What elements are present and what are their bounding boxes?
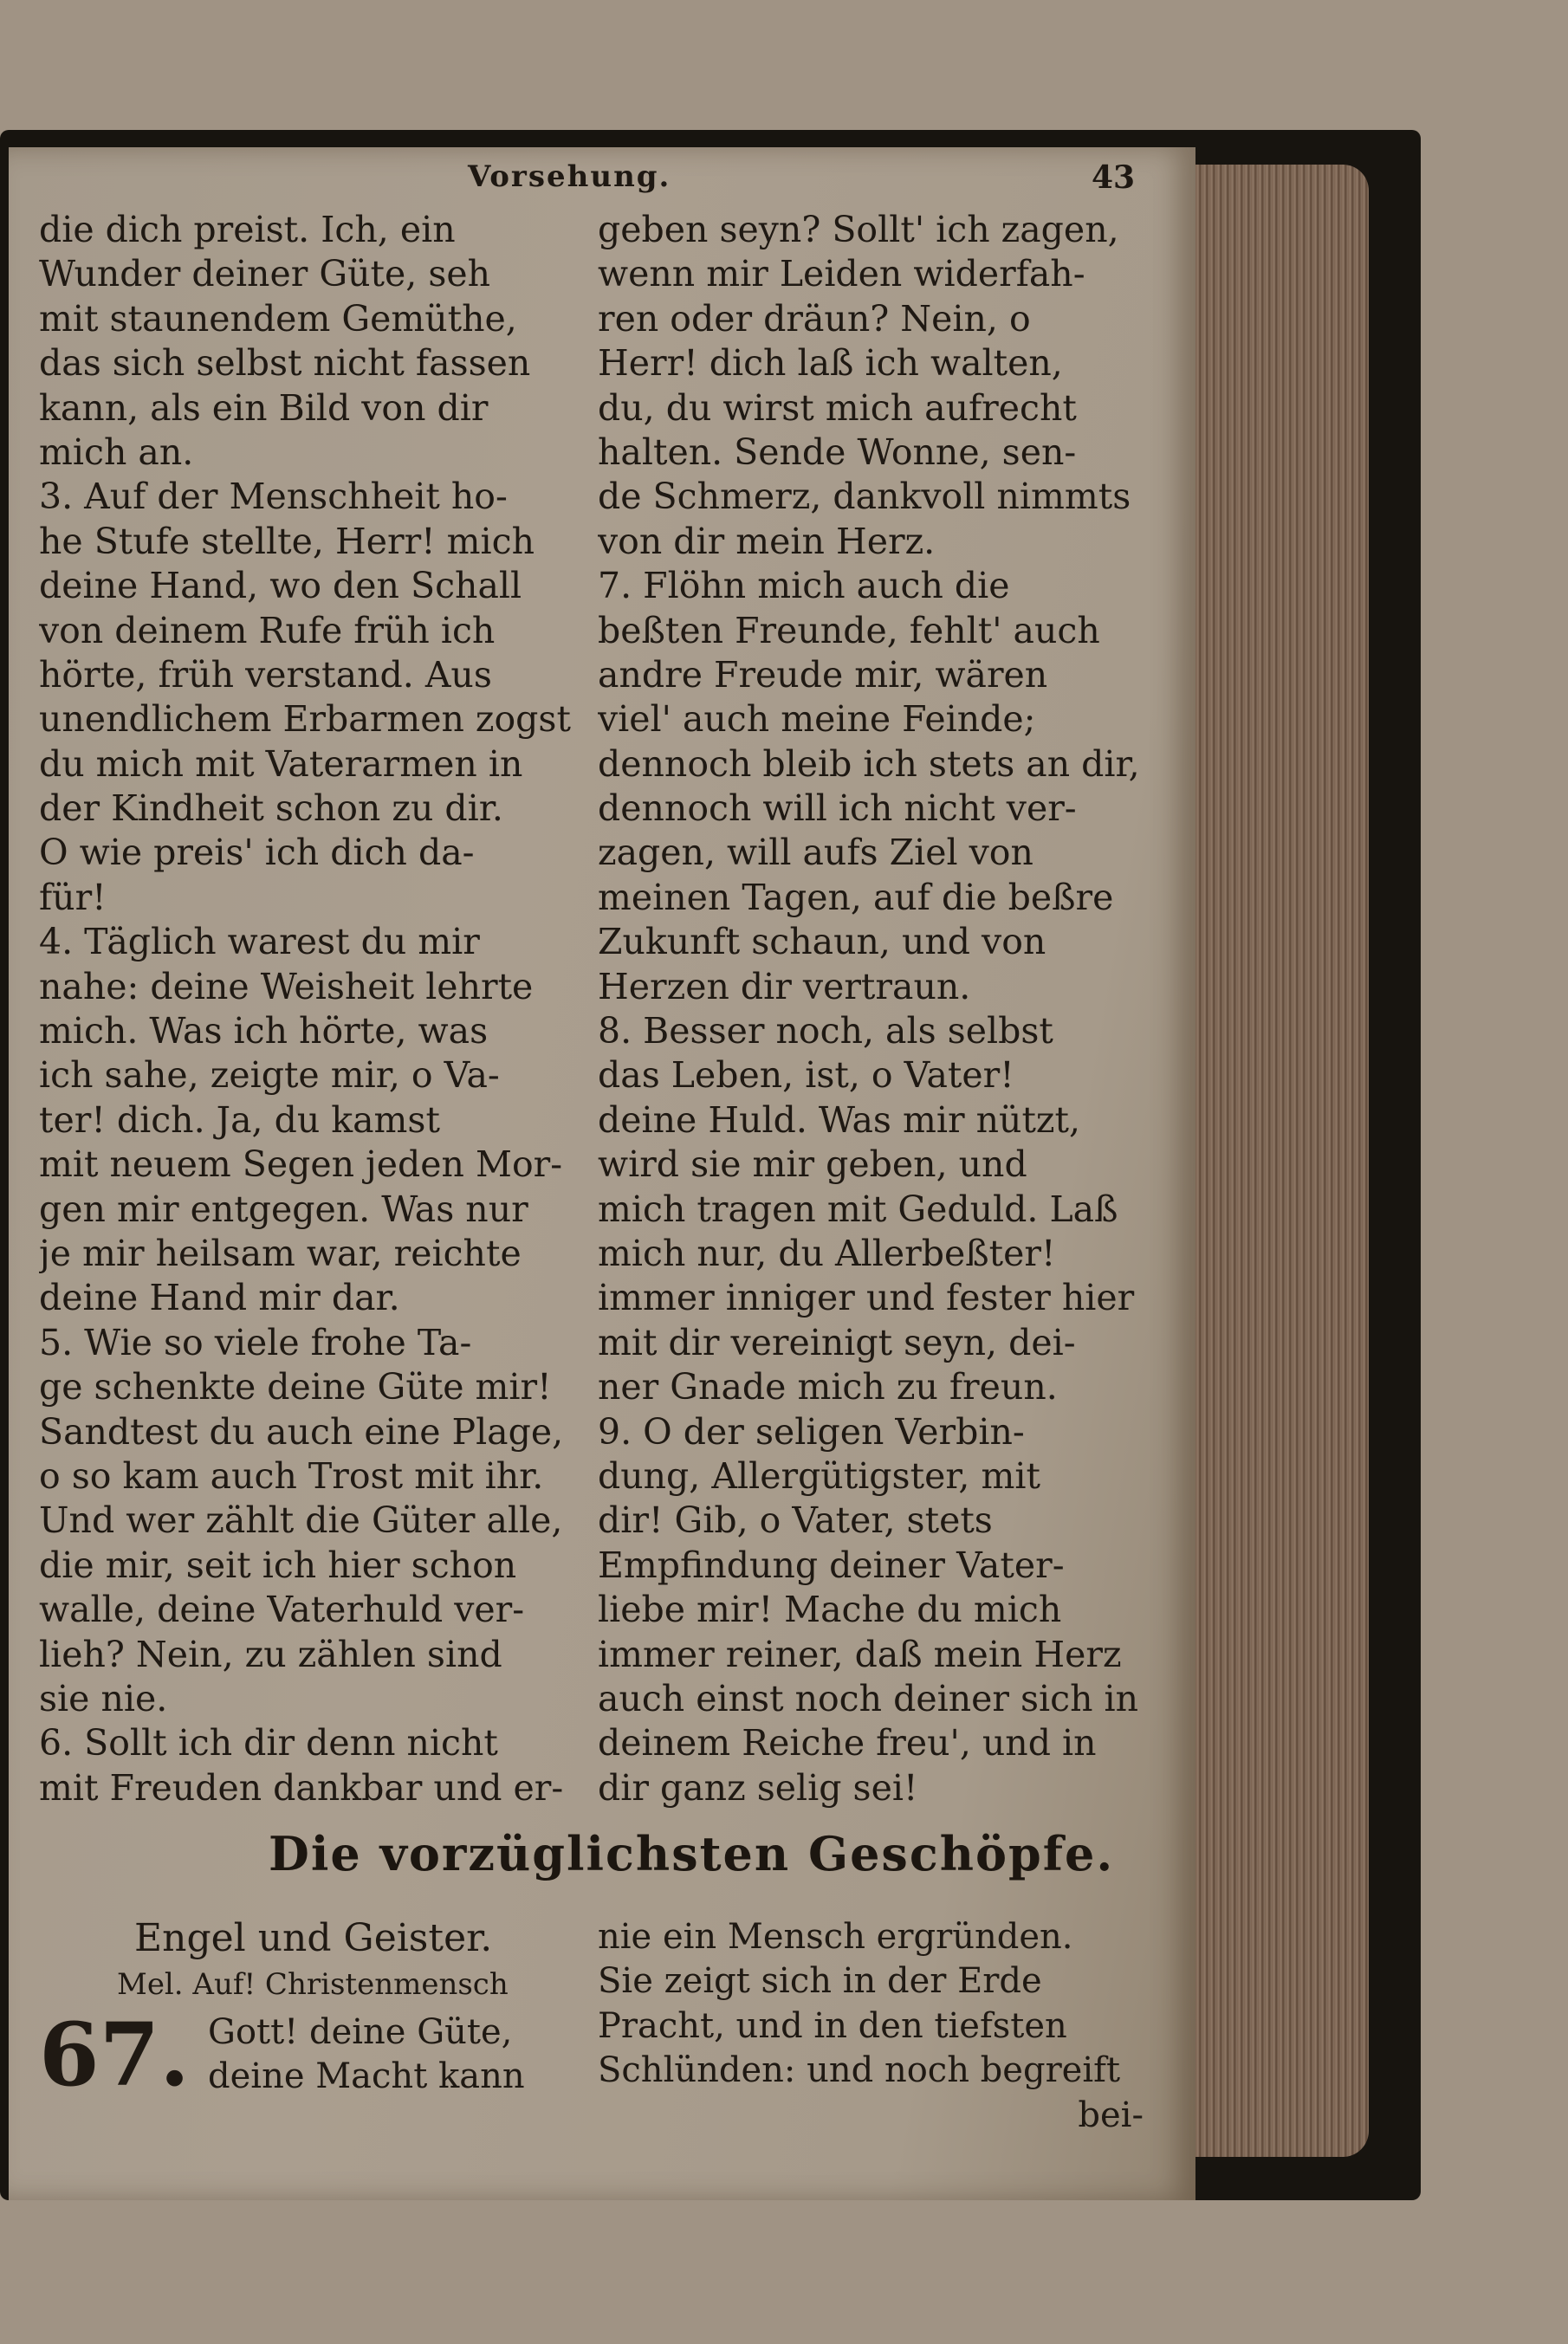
- text-line: lieh? Nein, zu zählen sind: [39, 1633, 502, 1675]
- text-line: ich sahe, zeigte mir, o Va-: [39, 1054, 500, 1097]
- text-line: deine Hand mir dar.: [39, 1277, 400, 1319]
- text-line: das Leben, ist, o Vater!: [598, 1054, 1014, 1097]
- catchword: bei-: [1078, 2095, 1144, 2135]
- hymn-right-column: [598, 1914, 1152, 2137]
- text-line: beßten Freunde, fehlt' auch: [598, 609, 1100, 651]
- text-line: deinem Reiche freu', und in: [598, 1722, 1097, 1764]
- hymn-line: Sie zeigt sich in der Erde: [598, 1961, 1042, 2002]
- text-line: O wie preis' ich dich da-: [39, 832, 475, 874]
- text-line: andre Freude mir, wären: [598, 653, 1048, 696]
- running-head: Vorsehung.: [468, 159, 671, 194]
- text-line: kann, als ein Bild von dir: [39, 386, 489, 429]
- hymn-line: nie ein Mensch ergründen.: [598, 1917, 1073, 1957]
- hymn-title: Engel und Geister.: [134, 1916, 493, 1960]
- text-line: 4. Täglich warest du mir: [39, 921, 480, 963]
- text-line: von deinem Rufe früh ich: [39, 609, 496, 651]
- text-line: ner Gnade mich zu freun.: [598, 1366, 1058, 1408]
- text-line: der Kindheit schon zu dir.: [39, 787, 503, 830]
- text-line: 6. Sollt ich dir denn nicht: [39, 1722, 498, 1764]
- text-line: walle, deine Vaterhuld ver-: [39, 1589, 525, 1631]
- text-line: halten. Sende Wonne, sen-: [598, 431, 1077, 473]
- text-line: nahe: deine Weisheit lehrte: [39, 965, 534, 1007]
- text-line: mich. Was ich hörte, was: [39, 1010, 489, 1052]
- text-line: mich nur, du Allerbeßter!: [598, 1232, 1056, 1274]
- text-line: gen mir entgegen. Was nur: [39, 1188, 528, 1230]
- text-line: dung, Allergütigster, mit: [598, 1454, 1040, 1497]
- text-line: Herzen dir vertraun.: [598, 965, 971, 1007]
- text-line: meinen Tagen, auf die beßre: [598, 876, 1114, 918]
- text-line: dir ganz selig sei!: [598, 1766, 918, 1809]
- hymn-line: Gott! deine Güte,: [208, 2012, 513, 2052]
- hymn-line: Schlünden: und noch begreift: [598, 2050, 1121, 2091]
- text-line: geben seyn? Sollt' ich zagen,: [598, 209, 1119, 250]
- text-line: liebe mir! Mache du mich: [598, 1589, 1062, 1631]
- text-line: ter! dich. Ja, du kamst: [39, 1098, 440, 1141]
- text-line: das sich selbst nicht fassen: [39, 342, 531, 385]
- text-line: je mir heilsam war, reichte: [39, 1232, 522, 1274]
- hymn-line: deine Macht kann: [208, 2056, 525, 2097]
- text-line: mit neuem Segen jeden Mor-: [39, 1143, 563, 1186]
- book-page: [9, 147, 1195, 2200]
- text-line: mit Freuden dankbar und er-: [39, 1766, 564, 1809]
- text-line: he Stufe stellte, Herr! mich: [39, 520, 535, 562]
- text-line: mich tragen mit Geduld. Laß: [598, 1188, 1118, 1230]
- hymn-melody: Mel. Auf! Christenmensch: [117, 1967, 509, 2002]
- text-line: ge schenkte deine Güte mir!: [39, 1366, 552, 1408]
- text-line: mich an.: [39, 431, 194, 473]
- hymn-opening-lines: [208, 2010, 525, 2099]
- text-line: ren oder dräun? Nein, o: [598, 297, 1031, 340]
- text-line: hörte, früh verstand. Aus: [39, 653, 492, 696]
- text-line: mit staunendem Gemüthe,: [39, 297, 517, 340]
- text-line: 9. O der seligen Verbin-: [598, 1410, 1025, 1453]
- text-line: 7. Flöhn mich auch die: [598, 565, 1010, 607]
- text-line: Und wer zählt die Güter alle,: [39, 1499, 563, 1542]
- text-line: 5. Wie so viele frohe Ta-: [39, 1321, 472, 1363]
- text-line: 8. Besser noch, als selbst: [598, 1010, 1053, 1052]
- text-line: dennoch will ich nicht ver-: [598, 787, 1077, 830]
- text-line: Sandtest du auch eine Plage,: [39, 1410, 564, 1453]
- text-line: Zukunft schaun, und von: [598, 921, 1046, 963]
- text-line: 3. Auf der Menschheit ho-: [39, 476, 508, 518]
- hymn-number: 67.: [39, 2004, 190, 2106]
- text-line: unendlichem Erbarmen zogst: [39, 698, 571, 741]
- text-line: dennoch bleib ich stets an dir,: [598, 742, 1140, 785]
- text-line: du mich mit Vaterarmen in: [39, 742, 523, 785]
- text-line: immer reiner, daß mein Herz: [598, 1633, 1122, 1675]
- text-line: zagen, will aufs Ziel von: [598, 832, 1033, 874]
- section-title: Die vorzüglichsten Geschöpfe.: [269, 1826, 1115, 1881]
- text-line: mit dir vereinigt seyn, dei-: [598, 1321, 1076, 1363]
- text-line: wird sie mir geben, und: [598, 1143, 1027, 1186]
- text-line: Empfindung deiner Vater-: [598, 1544, 1065, 1586]
- text-line: immer inniger und fester hier: [598, 1277, 1135, 1319]
- text-line: o so kam auch Trost mit ihr.: [39, 1454, 544, 1497]
- text-line: Herr! dich laß ich walten,: [598, 342, 1063, 385]
- text-line: du, du wirst mich aufrecht: [598, 386, 1077, 429]
- text-line: sie nie.: [39, 1677, 168, 1719]
- right-column: [598, 208, 1152, 1810]
- text-line: viel' auch meine Feinde;: [598, 698, 1036, 741]
- text-line: von dir mein Herz.: [598, 520, 936, 562]
- text-line: deine Hand, wo den Schall: [39, 565, 522, 607]
- page-edges: [1195, 165, 1369, 2157]
- text-line: dir! Gib, o Vater, stets: [598, 1499, 993, 1542]
- text-line: wenn mir Leiden widerfah-: [598, 253, 1085, 295]
- page-header: [35, 159, 1161, 196]
- text-line: de Schmerz, dankvoll nimmts: [598, 476, 1131, 518]
- text-line: deine Huld. Was mir nützt,: [598, 1098, 1081, 1141]
- hymn-line: Pracht, und in den tiefsten: [598, 2005, 1067, 2046]
- text-line: auch einst noch deiner sich in: [598, 1677, 1139, 1719]
- text-line: Wunder deiner Güte, seh: [39, 253, 491, 295]
- text-line: die dich preist. Ich, ein: [39, 209, 456, 250]
- text-line: für!: [39, 876, 107, 918]
- hymn-block: [39, 1914, 593, 2106]
- page-number: 43: [1092, 159, 1136, 196]
- left-column: [39, 208, 593, 1810]
- text-line: die mir, seit ich hier schon: [39, 1544, 517, 1586]
